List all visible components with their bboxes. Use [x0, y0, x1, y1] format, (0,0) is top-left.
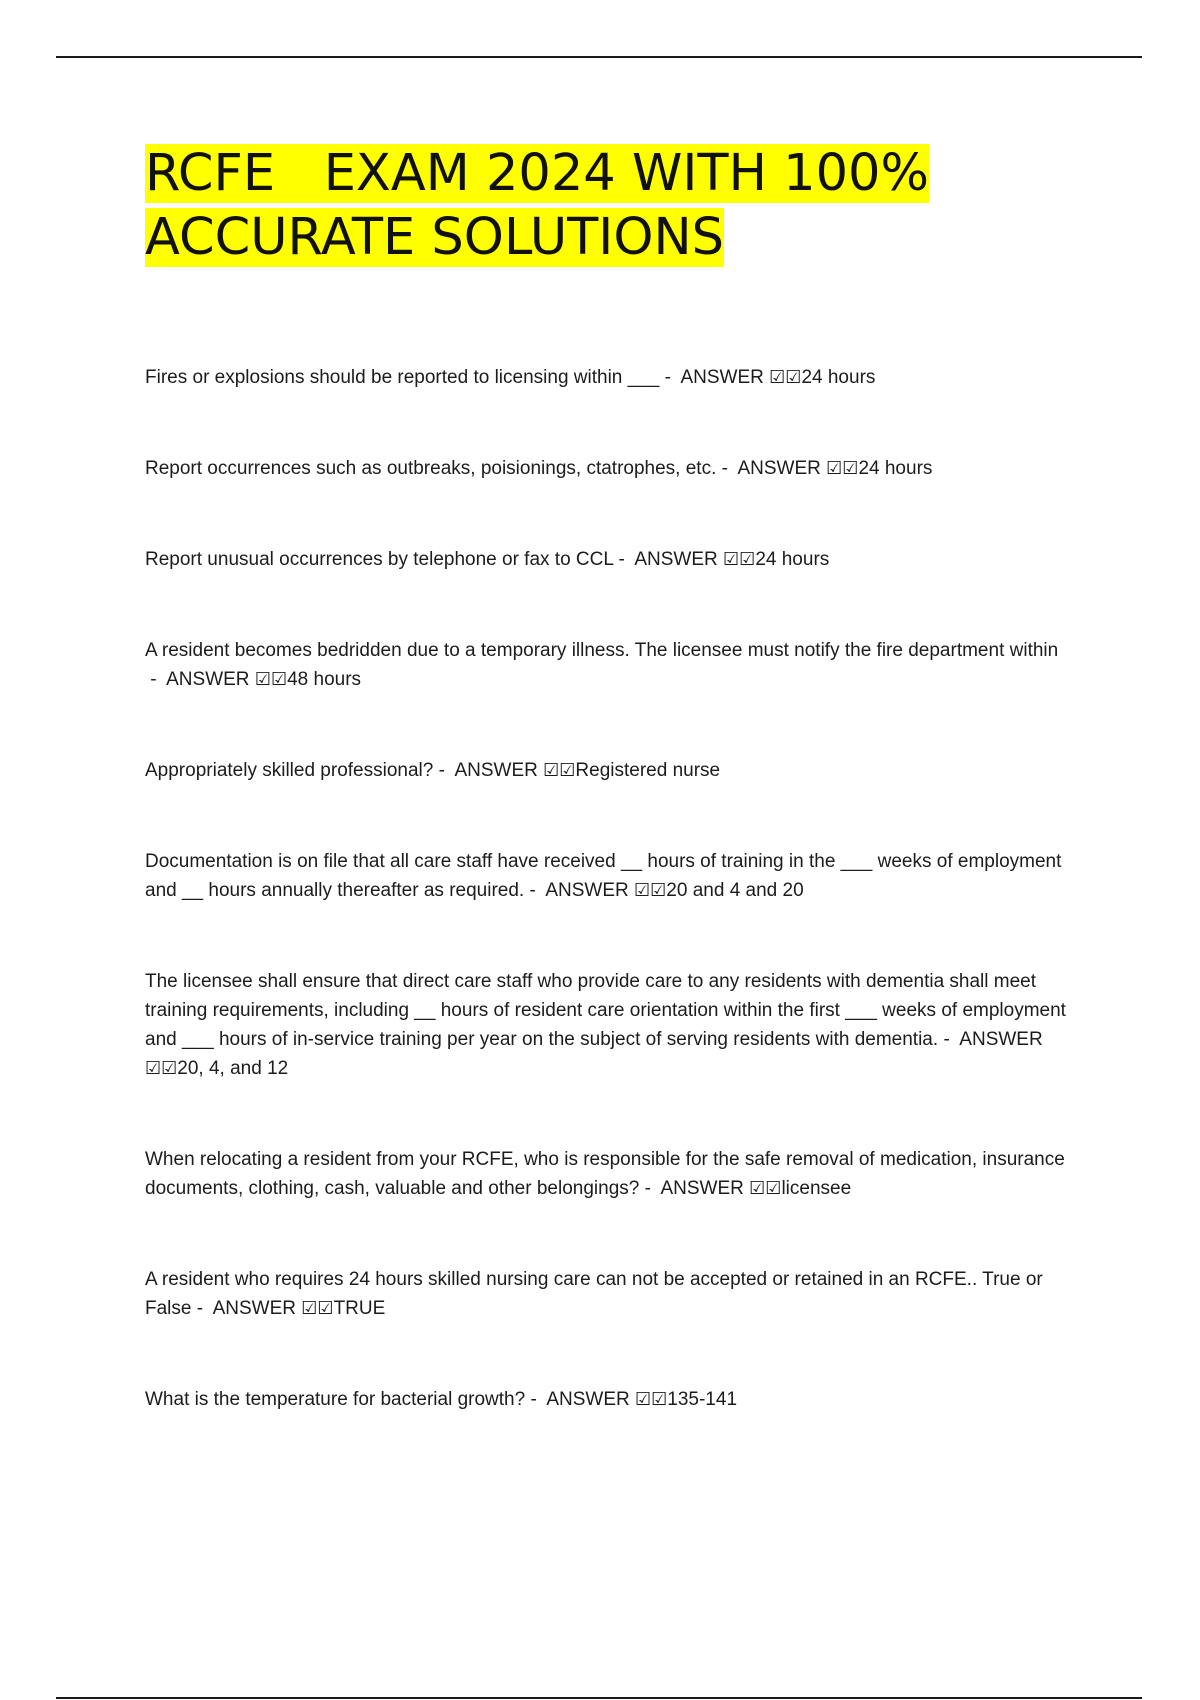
answer-label: ANSWER: [212, 1298, 296, 1319]
checkbox-icon: ☑☑: [635, 1389, 668, 1410]
qa-item: [145, 1145, 1080, 1203]
answer-label: ANSWER: [454, 760, 538, 781]
qa-item: [145, 636, 1080, 694]
question-text: Documentation is on file that all care staff have received __ hours of training in the ___ weeks of employment and __ hours annually thereafter as required.: [145, 851, 1062, 901]
answer-text: TRUE: [333, 1298, 386, 1319]
bottom-divider: [56, 1697, 1142, 1699]
answer-text: 20 and 4 and 20: [666, 880, 804, 901]
qa-item: [145, 756, 1080, 785]
question-separator: -: [613, 549, 635, 570]
question-text: The licensee shall ensure that direct care staff who provide care to any residents with dementia shall meet training requirements, including __ hours of resident care orientation within the first ___ weeks of employment and ___ hours of in-service training per year on the subject of serving residents with dementia.: [145, 971, 1066, 1050]
question-text: Report unusual occurrences by telephone or fax to CCL: [145, 549, 614, 570]
checkbox-icon: ☑☑: [301, 1298, 334, 1319]
checkbox-icon: ☑☑: [543, 760, 576, 781]
answer-text: 48 hours: [287, 669, 362, 690]
answer-label: ANSWER: [546, 1389, 630, 1410]
question-separator: -: [191, 1298, 213, 1319]
qa-item: [145, 847, 1080, 905]
question-text: A resident who requires 24 hours skilled nursing care can not be accepted or retained in an RCFE.. True or False: [145, 1269, 1043, 1319]
answer-label: ANSWER: [660, 1178, 744, 1199]
title-line-1: RCFE EXAM 2024 WITH 100%: [145, 144, 929, 203]
question-text: Appropriately skilled professional?: [145, 760, 434, 781]
answer-label: ANSWER: [166, 669, 250, 690]
title-line-2: ACCURATE SOLUTIONS: [145, 208, 725, 267]
answer-label: ANSWER: [634, 549, 718, 570]
question-text: Report occurrences such as outbreaks, poisionings, ctatrophes, etc.: [145, 458, 717, 479]
answer-text: 24 hours: [801, 367, 876, 388]
qa-list: [145, 363, 1080, 1476]
checkbox-icon: ☑☑: [145, 1058, 178, 1079]
qa-item: [145, 967, 1080, 1083]
question-text: A resident becomes bedridden due to a temporary illness. The licensee must notify the fire department within: [145, 640, 1059, 661]
qa-item: [145, 1265, 1080, 1323]
checkbox-icon: ☑☑: [254, 669, 288, 690]
answer-text: 135-141: [667, 1389, 738, 1410]
answer-label: ANSWER: [545, 880, 629, 901]
checkbox-icon: ☑☑: [769, 367, 802, 388]
top-divider: [56, 56, 1142, 58]
answer-label: ANSWER: [680, 367, 764, 388]
question-separator: -: [716, 458, 738, 479]
question-separator: -: [433, 760, 455, 781]
document-title: [145, 142, 929, 270]
question-text: Fires or explosions should be reported to licensing within ___: [145, 367, 660, 388]
question-separator: -: [145, 669, 167, 690]
qa-item: [145, 545, 1080, 574]
question-separator: -: [659, 367, 681, 388]
answer-text: Registered nurse: [575, 760, 721, 781]
question-separator: -: [525, 1389, 547, 1410]
qa-item: [145, 363, 1080, 392]
question-text: When relocating a resident from your RCFE, who is responsible for the safe removal of medication, insurance documents, clothing, cash, valuable and other belongings?: [145, 1149, 1065, 1199]
checkbox-icon: ☑☑: [749, 1178, 782, 1199]
question-separator: -: [938, 1029, 960, 1050]
answer-text: 24 hours: [755, 549, 830, 570]
answer-text: 20, 4, and 12: [177, 1058, 289, 1079]
answer-label: ANSWER: [959, 1029, 1043, 1050]
checkbox-icon: ☑☑: [634, 880, 667, 901]
qa-item: [145, 1385, 1080, 1414]
answer-text: 24 hours: [858, 458, 933, 479]
answer-text: licensee: [781, 1178, 852, 1199]
answer-label: ANSWER: [737, 458, 821, 479]
question-separator: -: [639, 1178, 661, 1199]
question-separator: -: [524, 880, 546, 901]
qa-item: [145, 454, 1080, 483]
checkbox-icon: ☑☑: [826, 458, 859, 479]
question-text: What is the temperature for bacterial growth?: [145, 1389, 526, 1410]
checkbox-icon: ☑☑: [723, 549, 756, 570]
